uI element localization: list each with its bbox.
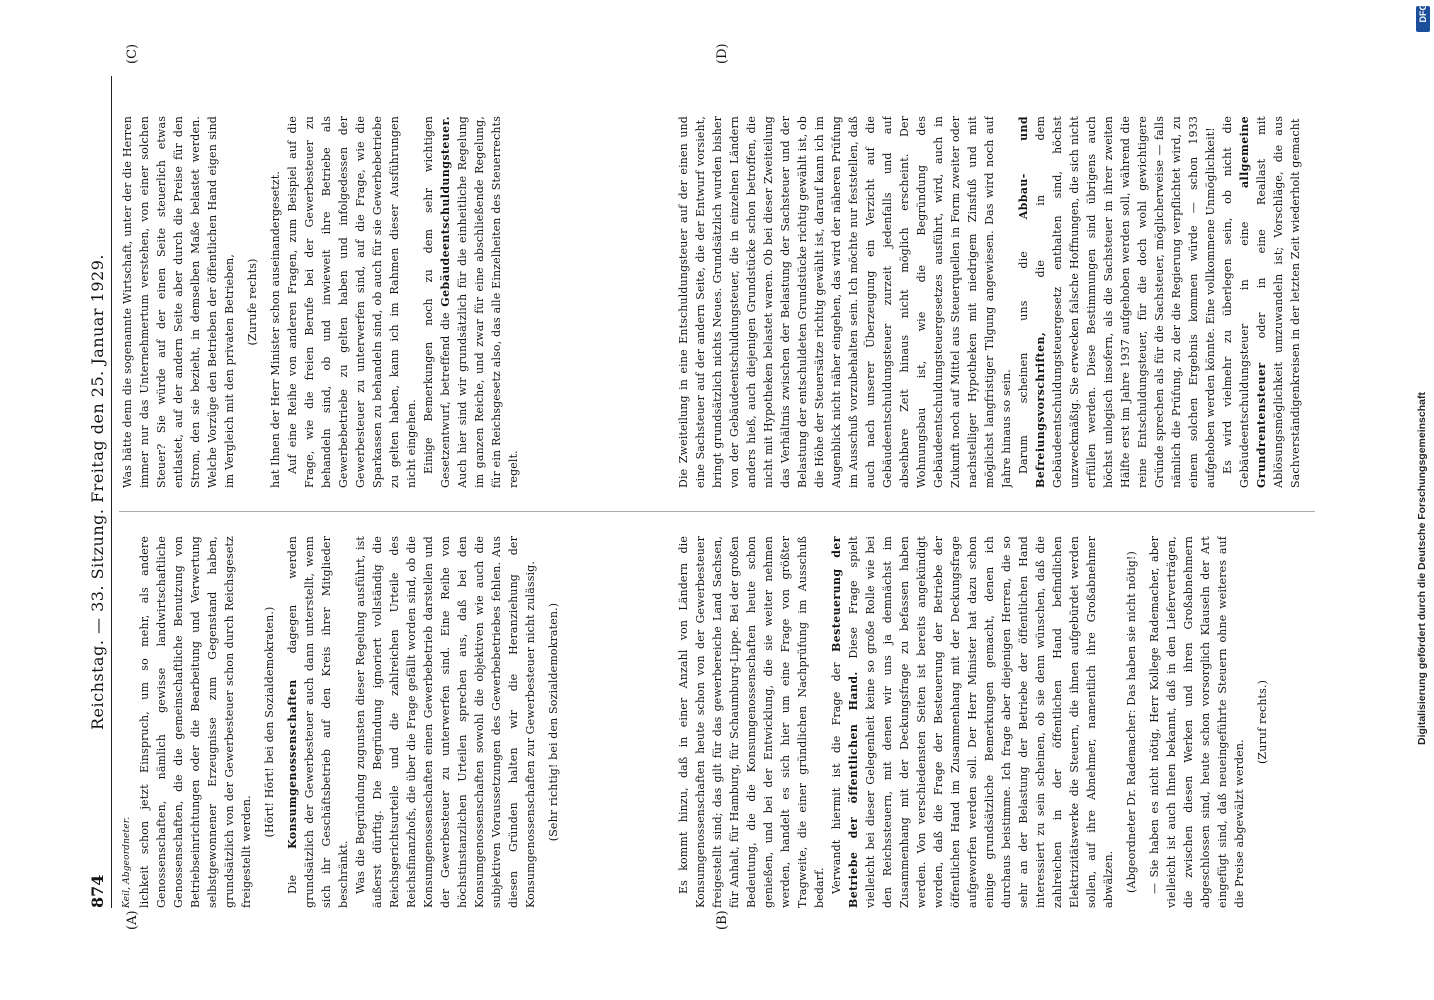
text-run: Es wird vielmehr zu überlegen sein, ob nicht die Gebäudeentschuldungsteuer in eine	[1221, 116, 1251, 488]
text-run: Die	[286, 874, 299, 894]
dfg-logo-text: DFG	[1418, 3, 1428, 23]
running-head	[85, 76, 112, 908]
paragraph	[1219, 116, 1304, 488]
bold-term: allgemeine Grundrentensteuer	[1238, 116, 1268, 488]
paragraph	[420, 116, 522, 488]
margin-mark-c: (C)	[125, 43, 140, 64]
left-column-upper	[119, 536, 649, 908]
right-column-lower	[675, 116, 1315, 488]
text-run: Diese Frage spielt vielleicht bei dieser Gelegenheit keine so große Rolle wie bei den Reichssteuern, mit denen wir uns ja demnächst im Zusammenhang mit der Deckungsfrage zu befassen haben werden. Von verschiedensten Seiten ist bereits angekündigt worden, daß die Frage der Besteuerung der Betriebe der öffentlichen Hand im Zusammenhang mit der Deckungsfrage aufgeworfen werden soll. Der Herr Minister hat dazu schon einige grundsätzliche Bemerkungen gemacht, denen ich durchaus beistimme. Ich frage aber diejenigen Herren, die so sehr an der Belastung der Betriebe der öffentlichen Hand interessiert zu sein scheinen, ob sie denn wünschen, daß die zahlreichen in der öffentlichen Hand befindlichen Elektrizitätswerke die Steuern, die ihnen aufgebürdet werden sollen, auf ihre Abnehmer, namentlich ihre Großabnehmer abwälzen.	[847, 536, 1115, 908]
text-run: Darum scheinen uns die	[1017, 251, 1030, 474]
interjection: (Sehr richtig! bei den Sozialdemokraten.)	[547, 602, 560, 842]
paragraph: Auf eine Reihe von anderen Fragen, zum Beispiel auf die Frage, wie die freien Berufe bei der Gewerbesteuer zu behandeln sind, ob und inwieweit ihre Betriebe als Gewerbebetriebe zu gelten haben und infolgedessen der Gewerbesteuer zu unterwerfen sind, auf die Frage, wie die Sparkassen zu behandeln sind, ob auch für sie Gewerbebetriebe zu gelten haben, kann ich im Rahmen dieser Ausführungen nicht eingehen.	[286, 116, 418, 488]
paragraph: Die Zweiteilung in eine Entschuldungsteuer auf der einen und eine Sachsteuer auf der andern Seite, die der Entwurf vorsieht, bringt grundsätzlich nichts Neues. Grundsätzlich wurden bisher von der Gebäudeentschuldungsteuer, die in einzelnen Ländern anders hieß, auch diejenigen Grundstücke schon betroffen, die nicht mit Hypotheken belastet waren. Ob bei dieser Zweiteilung das Verhältnis zwischen der Belastung der Sachsteuer und der Belastung der entschuldeten Grundstücke richtig gewählt ist, ob die Höhe der Steuersätze richtig gewählt ist, darauf kann ich im Augenblick nicht näher eingehen, das wird der näheren Prüfung im Ausschuß vorzubehalten sein. Ich möchte nur feststellen, daß auch nach unserer Überzeugung ein Verzicht auf die Gebäudeentschuldungsteuer zurzeit jedenfalls und auf absehbare Zeit hinaus nicht möglich erscheint. Der Wohnungsbau ist, wie die Begründung des Gebäudeentschuldungsteuergesetzes ausführt, wird, auch in Zukunft noch auf Mittel aus Steuerquellen in Form zweiter oder nachstelliger Hypotheken mit niedrigem Zinsfuß und mit möglichst langfristiger Tilgung angewiesen. Das wird noch auf Jahre hinaus so sein.	[677, 116, 1013, 488]
running-title: Reichstag. — 33. Sitzung. Freitag den 25. Januar 1929.	[88, 254, 107, 730]
paragraph: hat Ihnen der Herr Minister schon auseinandergesetzt.	[269, 170, 282, 488]
margin-mark-a: (A)	[125, 910, 140, 930]
text-run: Auch hier sind wir grundsätzlich für die einheitliche Regelung im ganzen Reiche, und zwar für eine abschließende Regelung, für ein Reichsgesetz also, das alle Einzelheiten des Steuerrechts regelt.	[456, 116, 520, 488]
rotated-document-page	[85, 43, 1335, 930]
text-run: oder in eine Reallast mit Ablösungsmöglichkeit umzuwandeln ist; Vorschläge, die aus Sachverständigenkreisen in der letzten Zeit wiederholt gemacht	[1255, 116, 1302, 488]
interjection: (Hört! Hört! bei den Sozialdemokraten.)	[263, 606, 276, 838]
paragraph	[1015, 116, 1219, 488]
interjection: (Abgeordneter Dr. Rademacher: Das haben sie nicht nötig!)	[1125, 551, 1138, 893]
speaker-line: Keil, Abgeordneter.	[122, 816, 132, 908]
bold-term: Abbau- und Befreiungsvorschriften,	[1017, 116, 1047, 488]
text-run: Verwandt hiermit ist die Frage der	[830, 662, 843, 894]
interjection: (Zuruf rechts.)	[1256, 679, 1269, 765]
paragraph: — Sie haben es nicht nötig, Herr Kollege Rademacher, aber vielleicht ist auch Ihnen bekannt, daß in den Lieferverträgen, die zwischen diesen Werken und ihren Großabnehmern abgeschlossen sind, heute schon vorsorglich Klauseln der Art eingefügt sind, daß neueingeführte Steuern ohne weiteres auf die Preise abgewälzt werden.	[1148, 536, 1246, 908]
paragraph	[284, 536, 352, 908]
paragraph: Es kommt hinzu, daß in einer Anzahl von Ländern die Konsumgenossenschaften heute schon von der Gewerbesteuer freigestellt sind; das gilt für das gewerbereiche Land Sachsen, für Anhalt, für Hamburg, für Schaumburg-Lippe. Bei der großen Bedeutung, die die Konsumgenossenschaften heute schon genießen, und bei der Entwicklung, die sie weiter nehmen werden, handelt es sich hier um eine Frage von größter Tragweite, die einer gründlichen Nachprüfung im Ausschuß bedarf.	[677, 536, 826, 908]
page-number: 874	[88, 874, 107, 908]
right-column-upper	[119, 116, 649, 488]
bold-term: Besteuerung der Betriebe der öffentlichen Hand.	[830, 536, 860, 908]
bold-term: Gebäudeentschuldungsteuer.	[439, 116, 452, 307]
column-divider	[119, 511, 1315, 512]
interjection: (Zurufe rechts)	[246, 258, 259, 346]
paragraph: lichkeit schon jetzt Einspruch, um so mehr, als andere Genossenschaften, nämlich gewisse landwirtschaftliche Genossenschaften, die die gemeinschaftliche Benutzung von Betriebseinrichtungen oder die Bearbeitung und Verwertung selbstgewonnener Erzeugnisse zum Gegenstand haben, grundsätzlich von der Gewerbesteuer schon durch Reichsgesetz freigestellt werden.	[138, 536, 253, 908]
bold-term: Konsumgenossenschaften	[286, 679, 299, 849]
text-run: die in dem Gebäudeentschuldungsteuergesetz enthalten sind, höchst unzweckmäßig. Sie erwecken falsche Hoffnungen, die sich nicht erfüllen werden. Diese Bestimmungen sind übrigens auch höchst unlogisch insofern, als die Sachsteuer in ihrer zweiten Hälfte erst im Jahre 1937 aufgehoben werden soll, während die reine Entschuldungsteuer, für die doch wohl gewichtigere Gründe sprechen als für die Sachsteuer, möglicherweise — falls nämlich die Prüfung, zu der die Regierung verpflichtet wird, zu einem solchen Ergebnis kommen würde — schon 1933 aufgehoben werden könnte. Eine vollkommene Unmöglichkeit!	[1034, 116, 1217, 488]
margin-mark-d: (D)	[715, 43, 730, 64]
digitization-credit: Digitalisierung gefördert durch die Deutsche Forschungsgemeinschaft	[1416, 392, 1428, 745]
paragraph	[828, 536, 1117, 908]
left-column-lower	[675, 536, 1315, 908]
paragraph: Was die Begründung zugunsten dieser Regelung ausführt, ist äußerst dürftig. Die Begründung ignoriert vollständig die Reichsgerichtsurteile und die zahlreichen Urteile des Reichsfinanzhofs, die über die Frage gefällt worden sind, ob die Konsumgenossenschaften einen Gewerbebetrieb darstellen und der Gewerbesteuer zu unterwerfen sind. Eine Reihe von höchstinstanzlichen Urteilen sprechen aus, daß bei den Konsumgenossenschaften sowohl die objektiven wie auch die subjektiven Voraussetzungen des Gewerbebetriebes fehlen. Aus diesen Gründen halten wir die Heranziehung der Konsumgenossenschaften zur Gewerbesteuer nicht zulässig.	[354, 536, 537, 908]
margin-mark-b: (B)	[715, 910, 730, 930]
text-run: Einige Bemerkungen noch zu dem sehr wichtigen Gesetzentwurf, betreffend die	[422, 116, 452, 488]
paragraph: Was hätte denn die sogenannte Wirtschaft, unter der die Herren immer nur das Unternehmertum verstehen, von einer solchen Steuer? Sie würde auf der einen Seite steuerlich etwas entlastet, auf der andern Seite aber durch die Preise für den Strom, den sie bezieht, in demselben Maße belastet werden. Welche Vorzüge den Betrieben der öffentlichen Hand eigen sind im Vergleich mit den privaten Betrieben,	[121, 116, 236, 488]
text-run: dagegen werden grundsätzlich der Gewerbesteuer auch dann unterstellt, wenn sich ihr Geschäftsbetrieb auf den Kreis ihrer Mitglieder beschränkt.	[286, 536, 350, 908]
